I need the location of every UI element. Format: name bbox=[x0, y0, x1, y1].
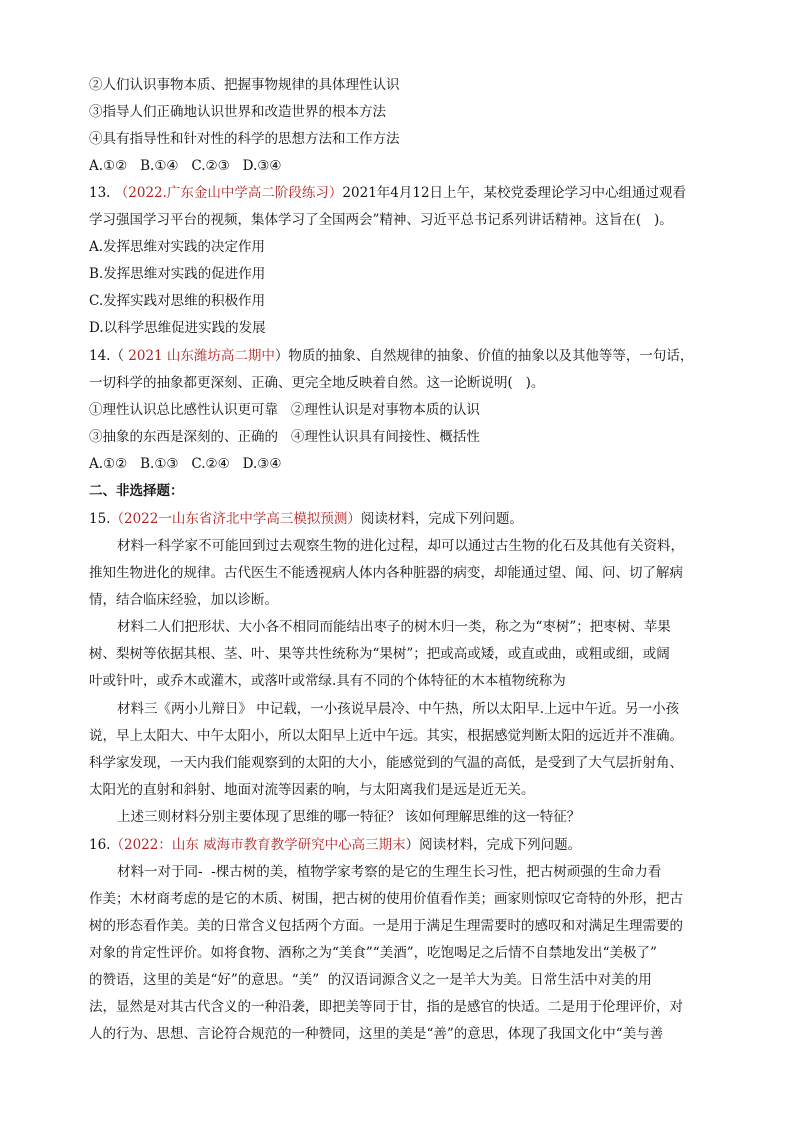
q16-material-line-7: 人的行为、思想、言论符合规范的一种赞同，这里的美是“善”的意思，体现了我国文化中“美与善 bbox=[89, 1026, 664, 1042]
q15-material-3-line-3: 科学家发现，一天内我们能观察到的太阳的大小，能感觉到的气温的高低，是受到了大气层折射角、 bbox=[89, 755, 683, 771]
q14-options-line-2: ③抽象的东西是深刻的、正确的 ④理性认识具有间接性、概括性 bbox=[89, 429, 480, 445]
q15-material-1-line-1: 材料一科学家不可能回到过去观察生物的进化过程，却可以通过古生物的化石及其他有关资料， bbox=[117, 538, 684, 554]
q14-stem-line-1 bbox=[89, 345, 709, 367]
q16-material-line-4: 对象的肯定性评价。如将食物、酒称之为“美食”“美酒”，吃饱喝足之后情不自禁地发出“美极了” bbox=[89, 945, 657, 961]
q16-material-line-5: 的赞语，这里的美是“好”的意思。“美” 的汉语词源含义之一是羊大为美。日常生活中对美的用 bbox=[89, 972, 652, 988]
q14-options-line-1: ①理性认识总比感性认识更可靠 ②理性认识是对事物本质的认识 bbox=[89, 402, 480, 418]
q14-number: 14.（ bbox=[89, 348, 124, 364]
q14-choices: A.①② B.①③ C.②④ D.③④ bbox=[89, 456, 282, 472]
q12-option-4: ④具有指导性和针对性的科学的思想方法和工作方法 bbox=[89, 131, 400, 147]
q15-source: （2022一山东省济北中学高三模拟预测） bbox=[110, 511, 361, 527]
q14-stem-line-2: 一切科学的抽象都更深刻、正确、更完全地反映着自然。这一论断说明( )。 bbox=[89, 375, 545, 391]
q13-stem-line-2: 学习强国学习平台的视频，集体学习了全国两会”精神、习近平总书记系列讲话精神。这旨在( )。 bbox=[89, 212, 673, 228]
q15-material-3-line-2: 说，早上太阳大、中午太阳小，所以太阳早上近中午远。其实，根据感觉判断太阳的远近并不准确。 bbox=[89, 728, 683, 744]
q12-option-2: ②人们认识事物本质、把握事物规律的具体理性认识 bbox=[89, 77, 400, 93]
q14-source: 2021 山东潍坊高二期中 bbox=[123, 348, 275, 364]
q15-material-2-line-1: 材料二人们把形状、大小各不相同而能结出枣子的树木归一类，称之为“枣树”；把枣树、苹果 bbox=[117, 619, 671, 635]
q13-stem-line-1 bbox=[89, 182, 709, 204]
q16-material-line-1: 材料一对于同- -棵古树的美，植物学家考察的是它的生理生长习性，把古树顽强的生命力看 bbox=[117, 864, 662, 880]
q16-material-line-2: 作美；木材商考虑的是它的木质、树围，把古树的使用价值看作美；画家则惊叹它奇特的外形，把古 bbox=[89, 891, 683, 907]
section-heading: 二、非选择题： bbox=[89, 483, 184, 499]
q15-number: 15. bbox=[89, 511, 111, 527]
q16-stem bbox=[89, 834, 709, 856]
q15-material-3-line-1: 材料三《两小儿辩日》 中记载，一小孩说早晨冷、中午热，所以太阳早.上远中午近。另一小孩 bbox=[117, 701, 680, 717]
q15-stem bbox=[89, 508, 709, 530]
q13-source: （2022.广东金山中学高二阶段练习） bbox=[114, 185, 343, 201]
q16-source: （2022：山东 威海市教育教学研究中心高三期末 bbox=[110, 837, 406, 853]
q15-question: 上述三则材料分别主要体现了思维的哪一特征？ 该如何理解思维的这一特征？ bbox=[117, 809, 581, 825]
q16-stem-text: ）阅读材料，完成下列问题。 bbox=[405, 837, 582, 853]
q13-option-d: D.以科学思维促进实践的发展 bbox=[89, 320, 266, 336]
q13-option-b: B.发挥思维对实践的促进作用 bbox=[89, 266, 266, 282]
q15-material-1-line-2: 推知生物进化的规律。古代医生不能透视病人体内各种脏器的病变，却能通过望、闻、问、切了解病 bbox=[89, 565, 683, 581]
q13-option-c: C.发挥实践对思维的积极作用 bbox=[89, 293, 266, 309]
q15-material-1-line-3: 情，结合临床经验，加以诊断。 bbox=[89, 592, 278, 608]
q12-option-3: ③指导人们正确地认识世界和改造世界的根本方法 bbox=[89, 104, 386, 120]
q16-material-line-6: 法，显然是对其古代含义的一种沿袭，即把美等同于甘，指的是感官的快适。二是用于伦理评价，对 bbox=[89, 999, 683, 1015]
q14-stem-text: ）物质的抽象、自然规律的抽象、价值的抽象以及其他等等，一句话， bbox=[274, 348, 694, 364]
q15-material-3-line-4: 太阳光的直射和斜射、地面对流等因素的响，与太阳离我们是远是近无关。 bbox=[89, 782, 535, 798]
q15-stem-text: 阅读材料，完成下列问题。 bbox=[360, 511, 523, 527]
q16-material-line-3: 树的形态看作美。美的日常含义包括两个方面。一是用于满足生理需要时的感叹和对满足生理需要的 bbox=[89, 918, 683, 934]
q13-stem-text: 2021年4月12日上午，某校党委理论学习中心组通过观看 bbox=[342, 185, 687, 201]
q13-number: 13. bbox=[89, 185, 115, 201]
q13-option-a: A.发挥思维对实践的决定作用 bbox=[89, 239, 266, 255]
q12-choices: A.①② B.①④ C.②③ D.③④ bbox=[89, 158, 282, 174]
q16-number: 16. bbox=[89, 837, 111, 853]
q15-material-2-line-3: 叶或针叶，或乔木或灌木，或落叶或常绿.具有不同的个体特征的木本植物统称为 bbox=[89, 673, 566, 689]
q15-material-2-line-2: 树、梨树等依据其根、茎、叶、果等共性统称为“果树”；把或高或矮，或直或曲，或粗或细，或阔 bbox=[89, 646, 670, 662]
